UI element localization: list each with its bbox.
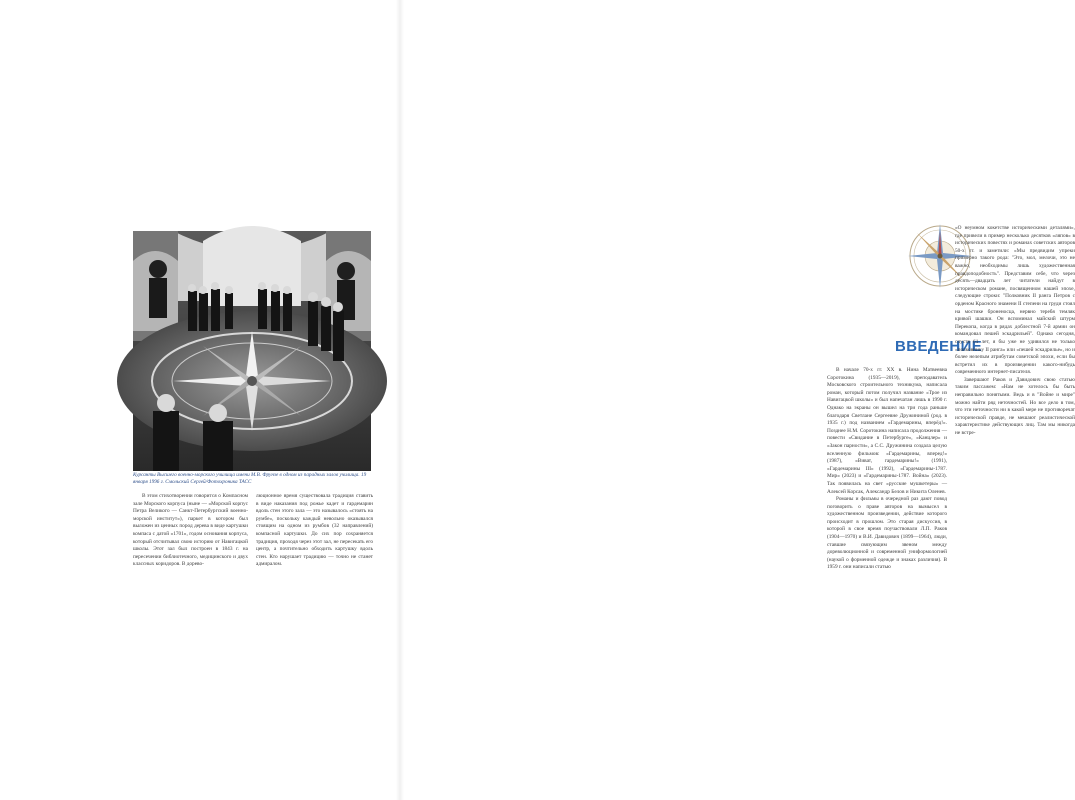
page-title: ВВЕДЕНИЕ	[895, 338, 983, 355]
right-text-column-1	[827, 367, 947, 572]
left-text-column-2	[256, 493, 373, 569]
right-page	[400, 0, 1075, 800]
paragraph: Романы и фильмы в очередной раз дают повод поговорить о праве авторов на вымысел в художественном произведении, действие которого происходит в прошлом. Это старая дискуссия, в которой в свое время поучаствовали Л.П. Раков (1904—1970) и В.И. Давидович (1899—1964), люди, ставшие связующим звеном между дореволюционной и современной униформологией (наукой о форменной одежде и знаках различия). В 1959 г. они написали статью	[827, 496, 947, 571]
photo-caption: Курсанты Высшего военно-морского училища имени М.В. Фрунзе в одном из парадных залов училища. 19 января 1996 г. Смольский Сергей/Фотохроника ТАСС	[133, 472, 367, 485]
paragraph: люционное время существовала традиция ставить в виде наказания под рожье кадет и гардемарин вдоль стен этого зала — это называлось «стоять на румбе», поскольку каждый невольно оказывался стоящим на одном из румбов (32 направлений) компасной картушки. До сих пор сохраняется традиция, проходя через этот зал, не пересекать его центр, а почтительно обходить картушку вдоль стен. Кто нарушает традицию — точно не станет адмиралом.	[256, 493, 373, 568]
left-text-column-1	[133, 493, 248, 569]
paragraph: «О неумном кокетстве историческими деталями», где привели в пример несколько десятков «ляпов» в исторических повестях и романах советских авторов 50-х гг. и заметили: «Мы предвидим упреки примерно такого рода: "Это, мол, мелочи, это не важно, необходимы лишь художественная правдоподобность". Представим себе, что через десять—двадцать лет читатели найдут в историческом романе, посвященном нашей эпохе, следующие строки: "Полковник II ранга Петров с орденом Красного знамени II степени на груди стоял на мостике броненосца, нервно теребя темляк кривой шашки. Он вспоминал майский штурм Перекопа, когда в рядах доблестной 7-й армии он командовал пешей эскадрильей". Однако сегодня, спустя 61 лет, я бы уже не удивился не только «полковнику II ранга» или «пешей эскадрилье», но и более нелепым атрибутам советской эпохи, если бы встретил их в произведении какого-нибудь современного интернет-писателя.	[955, 225, 1075, 376]
right-text-column-2	[955, 225, 1075, 438]
compass-hall-photo	[133, 231, 371, 471]
left-page	[0, 0, 400, 800]
paragraph: Завершают Раков и Давидович свою статью таким пассажем: «Нам не хотелось бы быть неправильно понятыми. Ведь и в "Войне и мире" можно найти ряд неточностей. Но все дело в том, что эти неточности ни в какой мере не противоречат исторической правде, не мешают реалистической характеристике действующих лиц. Там мы никогда не встре-	[955, 376, 1075, 437]
paragraph: В начале 70-х гг. XX в. Нина Матвеевна Соротокина (1935—2019), преподаватель Московского строительного техникума, написала роман, который потом получил название «Трое из Навигацкой школы» и был напечатан лишь в 1990 г. Однако на экраны он вышел на три года раньше благодаря Светлане Сергеевне Дружининой (род. в 1935 г.) под названием «Гардемарины, вперёд!». Позднее Н.М. Соротокина написала продолжения — повести «Свидание в Петербурге», «Канцлер» и «Закон парности», а С.С. Дружинина создала целую вселенную фильмов: «Гардемарины, вперед!» (1987), «Виват, гардемарины!» (1991), «Гардемарины III» (1992), «Гардемарины-1787. Мир» (2023) и «Гардемарины-1787. Война» (2023). Так появилась на свет «русские мушкетеры» — Алексей Корсак, Александр Белов и Никита Оленев.	[827, 367, 947, 495]
paragraph: В этом стихотворении говорится о Компасном зале Морского корпуса (ныне — «Морской корпус Петра Великого — Санкт-Петербургский военно-морской институт»), паркет в котором был выложен из ценных пород дерева в виде картушки компаса с датой «1701», годом основания корпуса, который отсчитывал свою историю от Навигацкой школы. Этот зал был построен в 1843 г. на пересечении библиотечного, медицинского и двух классных коридоров. В дорево-	[133, 493, 248, 568]
